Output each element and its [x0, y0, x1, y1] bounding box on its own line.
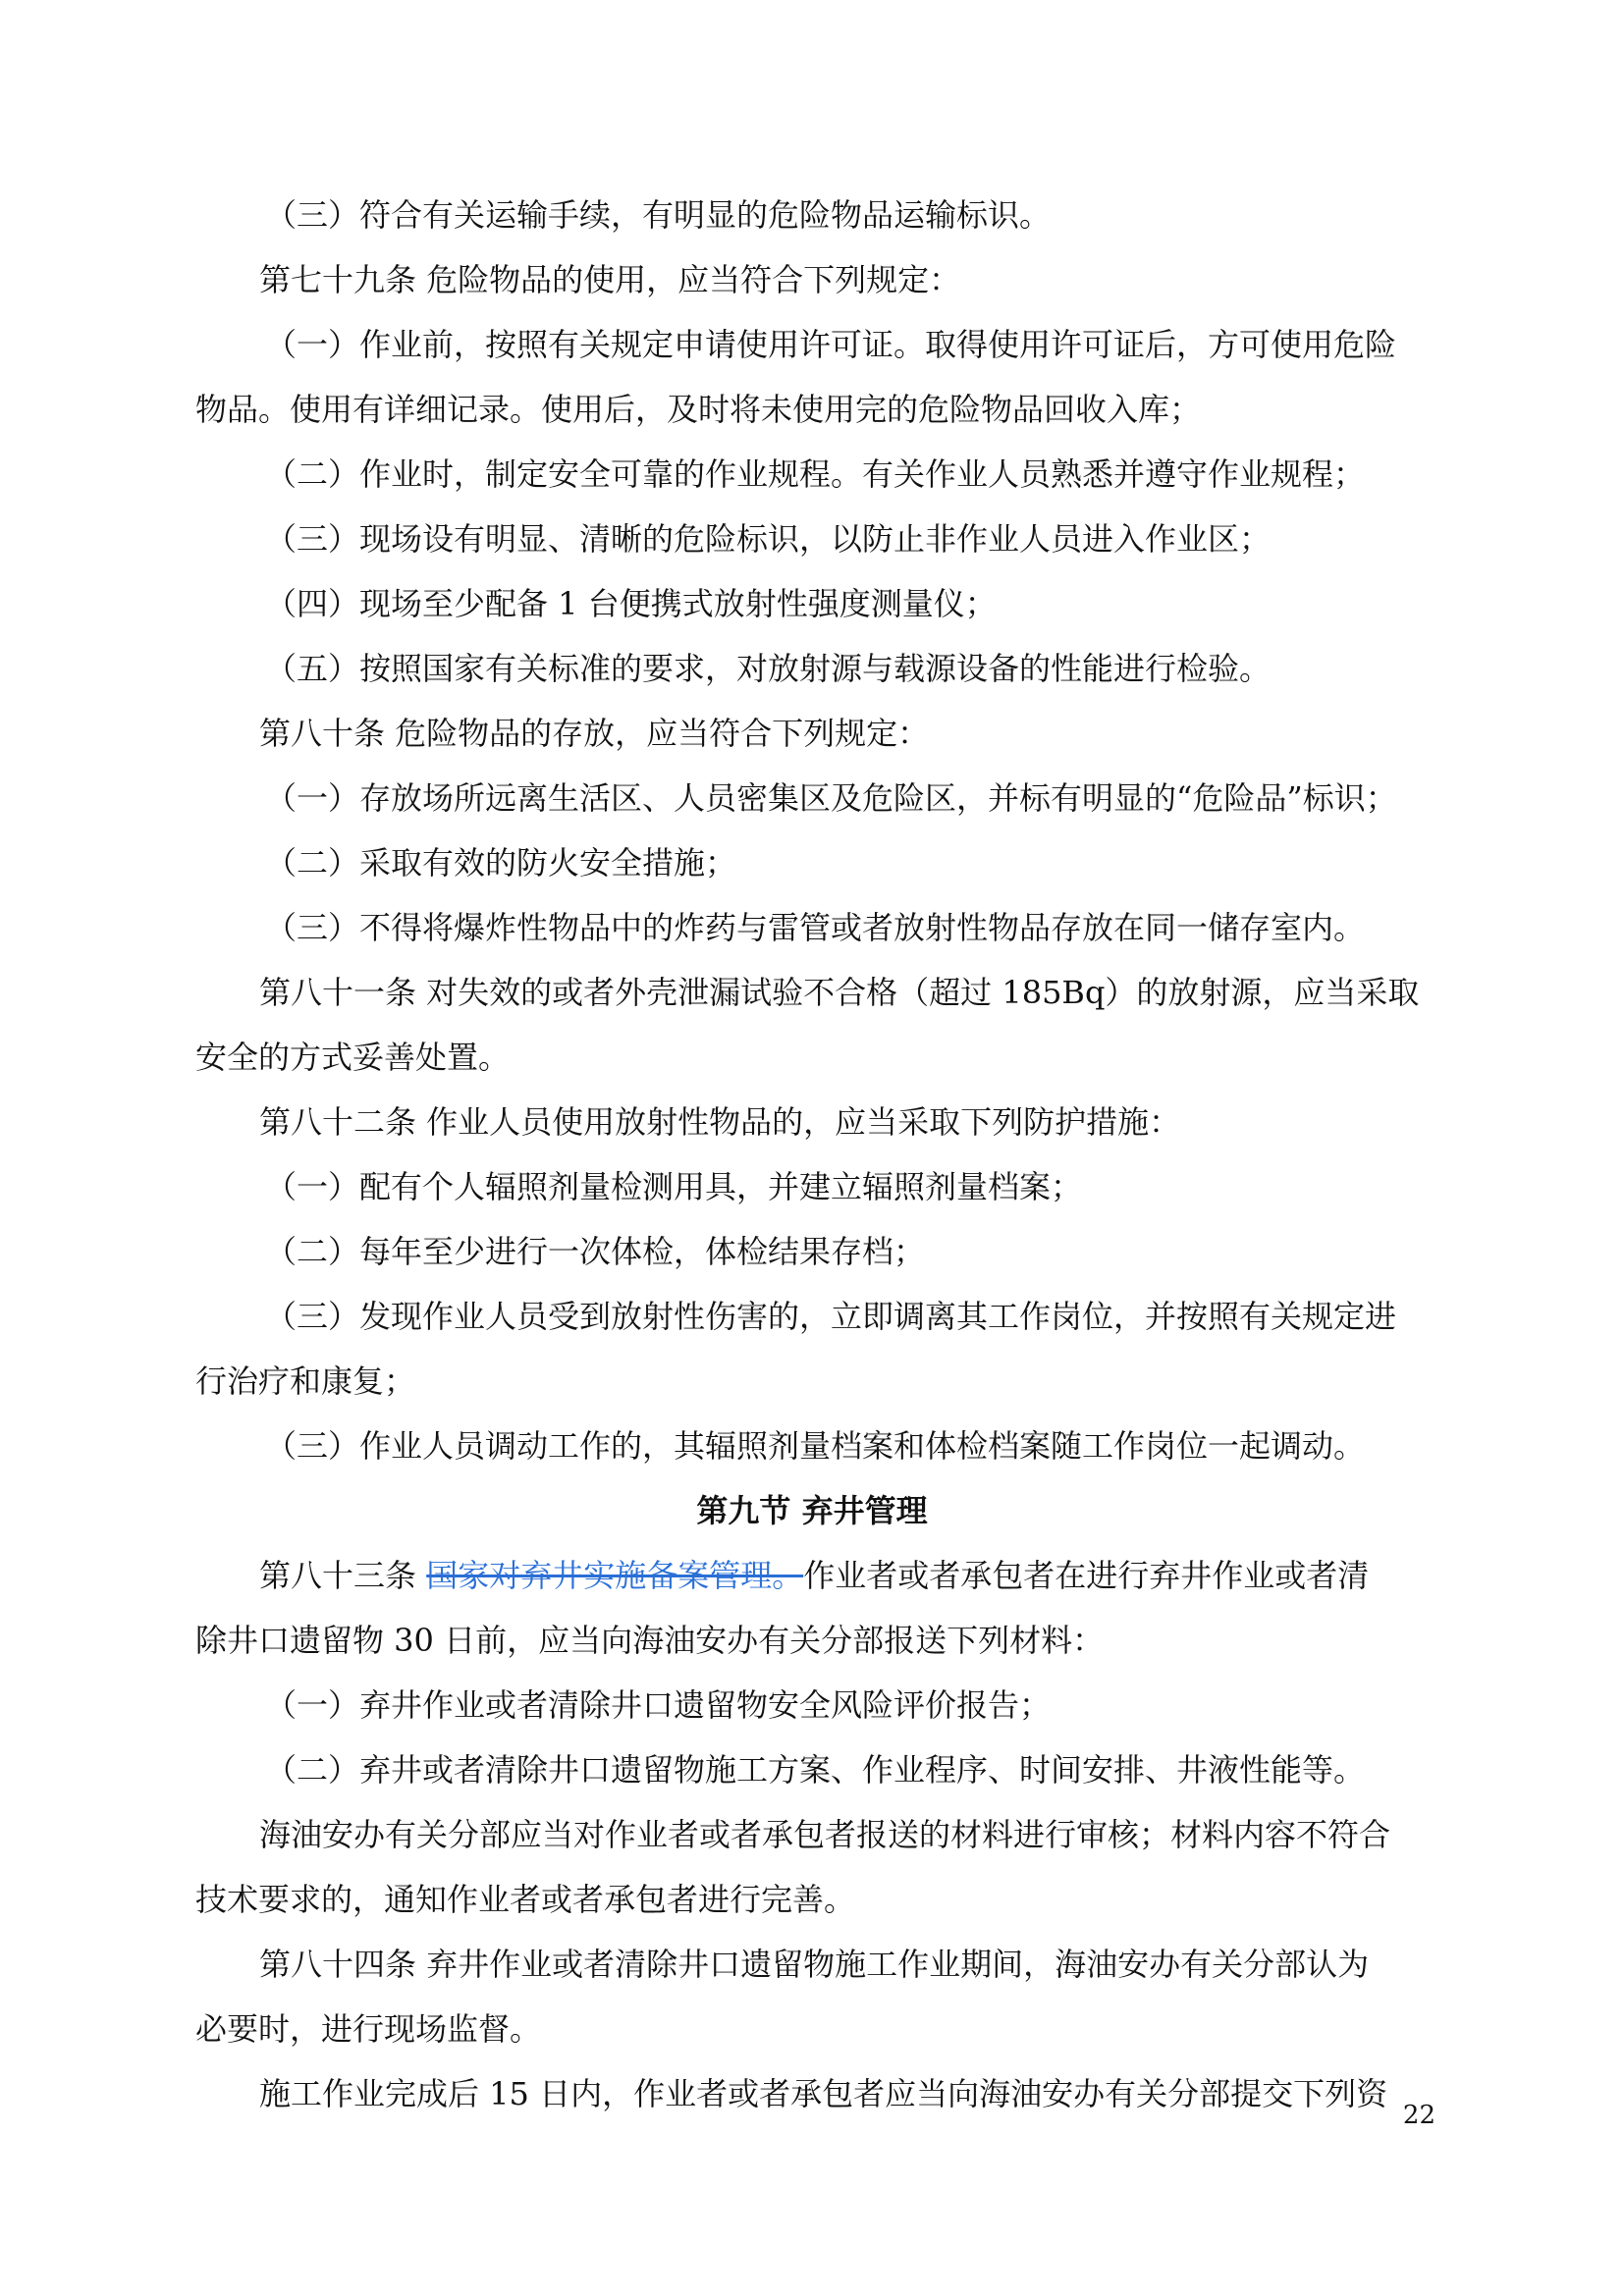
paragraph: （三）作业人员调动工作的，其辐照剂量档案和体检档案随工作岗位一起调动。 [265, 1427, 1366, 1465]
paragraph: 技术要求的，通知作业者或者承包者进行完善。 [195, 1881, 856, 1918]
paragraph: （二）作业时，制定安全可靠的作业规程。有关作业人员熟悉并遵守作业规程； [265, 455, 1366, 493]
article-81-heading: 第八十一条 对失效的或者外壳泄漏试验不合格（超过 185Bq）的放射源，应当采取 [259, 974, 1420, 1011]
paragraph: （一）作业前，按照有关规定申请使用许可证。取得使用许可证后，方可使用危险 [265, 326, 1397, 363]
page-number: 22 [1402, 2101, 1435, 2130]
section-heading: 第九节 弃井管理 [696, 1492, 928, 1529]
article-82-heading: 第八十二条 作业人员使用放射性物品的，应当采取下列防护措施： [259, 1103, 1181, 1141]
paragraph: 除井口遗留物 30 日前，应当向海油安办有关分部报送下列材料： [195, 1622, 1105, 1659]
article-79-heading: 第七十九条 危险物品的使用，应当符合下列规定： [259, 261, 961, 298]
paragraph: （三）现场设有明显、清晰的危险标识，以防止非作业人员进入作业区； [265, 520, 1272, 558]
paragraph: （三）符合有关运输手续，有明显的危险物品运输标识。 [265, 196, 1052, 234]
paragraph: 施工作业完成后 15 日内，作业者或者承包者应当向海油安办有关分部提交下列资 [259, 2075, 1388, 2112]
paragraph: （一）存放场所远离生活区、人员密集区及危险区，并标有明显的“危险品”标识； [265, 779, 1397, 817]
paragraph: 物品。使用有详细记录。使用后，及时将未使用完的危险物品回收入库； [195, 391, 1202, 428]
paragraph: （一）弃井作业或者清除井口遗留物安全风险评价报告； [265, 1686, 1052, 1724]
paragraph: （四）现场至少配备 1 台便携式放射性强度测量仪； [265, 585, 997, 622]
article-83-heading [259, 1543, 1435, 1608]
paragraph: 必要时，进行现场监督。 [195, 2010, 542, 2048]
deleted-revision-text: 国家对弃井实施备案管理。 [426, 1557, 804, 1594]
paragraph: （二）采取有效的防火安全措施； [265, 844, 737, 881]
article-80-heading: 第八十条 危险物品的存放，应当符合下列规定： [259, 715, 930, 752]
paragraph: 安全的方式妥善处置。 [195, 1039, 511, 1076]
paragraph: （二）每年至少进行一次体检，体检结果存档； [265, 1233, 926, 1270]
article-label: 第八十三条 [259, 1557, 417, 1594]
paragraph: （一）配有个人辐照剂量检测用具，并建立辐照剂量档案； [265, 1168, 1083, 1205]
paragraph: （五）按照国家有关标准的要求，对放射源与载源设备的性能进行检验。 [265, 650, 1272, 687]
article-84-heading: 第八十四条 弃井作业或者清除井口遗留物施工作业期间，海油安办有关分部认为 [259, 1946, 1370, 1983]
paragraph: （三）发现作业人员受到放射性伤害的，立即调离其工作岗位，并按照有关规定进 [265, 1298, 1397, 1335]
paragraph: （二）弃井或者清除井口遗留物施工方案、作业程序、时间安排、井液性能等。 [265, 1751, 1366, 1789]
paragraph: 行治疗和康复； [195, 1362, 416, 1400]
article-text: 作业者或者承包者在进行弃井作业或者清 [803, 1557, 1370, 1594]
paragraph: 海油安办有关分部应当对作业者或者承包者报送的材料进行审核；材料内容不符合 [259, 1816, 1391, 1853]
paragraph: （三）不得将爆炸性物品中的炸药与雷管或者放射性物品存放在同一储存室内。 [265, 909, 1366, 946]
